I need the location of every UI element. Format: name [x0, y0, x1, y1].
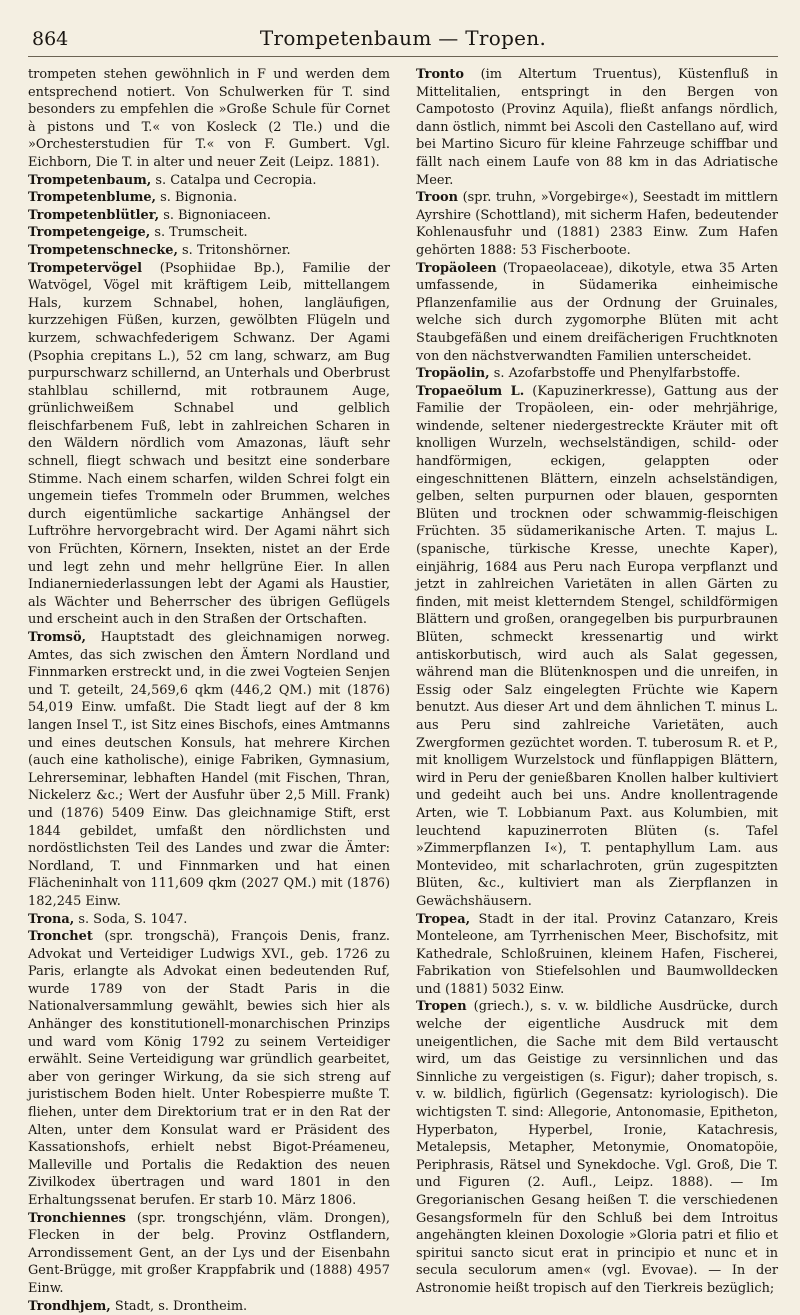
entry-text: (Psophiidae Bp.), Familie der Watvögel, Vögel mit kräftigem Leib, mittellangem Hals, kurzem Schnabel, hohen, langläufigen, kurzzehigen Füßen, kurzen, gewölbten Flügeln und kurzem, schwachfederigem Schwanz. Der Agami (Psophia crepitans L.), 52 cm lang, schwarz, am Bug purpurschwarz schillernd, an Unterhals und Oberbrust stahlblau schillernd, mit rotbraunem Auge, grünlichweißem Schnabel und gelblich fleischfarbenem Fuß, lebt in zahlreichen Scharen in den Wäldern nördlich vom Amazonas, läuft sehr schnell, fliegt schwach und besitzt eine sonderbare Stimme. Nach einem scharfen, wilden Schrei folgt ein ungemein tiefes Trommeln oder Brummen, welches durch eigentümliche sackartige Anhängsel der Luftröhre hervorgebracht wird. Der Agami nährt sich von Früchten, Körnern, Insekten, nistet an der Erde und legt zehn und mehr hellgrüne Eier. In allen Indianerniederlassungen lebt der Agami als Haustier, als Wächter und Beherrscher des übrigen Geflügels und erscheint auch in den Straßen der Ortschaften.: [28, 260, 390, 628]
dictionary-entry: [416, 365, 778, 383]
entry-headword: Trompetervögel: [28, 260, 143, 276]
entry-headword: Trompetengeige,: [28, 225, 151, 241]
dictionary-entry: [28, 928, 390, 1210]
entry-headword: Trompetenbaum,: [28, 172, 152, 188]
dictionary-entry: [416, 911, 778, 999]
entry-text: trompeten stehen gewöhnlich in F und werden dem entsprechend notiert. Von Schulwerken für T. sind besonders zu empfehlen die »Große Schule für Cornet à pistons und T.« von Kosleck (2 Tle.) und die »Orchesterstudien für T.« von F. Gumbert. Vgl. Eichborn, Die T. in alter und neuer Zeit (Leipz. 1881).: [28, 67, 390, 170]
dictionary-entry: [28, 1210, 390, 1298]
entry-text: s. Catalpa und Cecropia.: [151, 172, 317, 188]
entry-headword: Tropäoleen: [416, 260, 497, 276]
entry-text: s. Trumscheit.: [150, 225, 248, 241]
page-number: 864: [32, 28, 69, 50]
entry-text: (Kapuzinerkresse), Gattung aus der Familie der Tropäoleen, ein- oder mehrjährige, windende, seltener niedergestreckte Kräuter mit oft knolligen Wurzeln, wechselständigen, schild- oder handförmigen, eckigen, gelappten oder eingeschnittenen Blättern, einzeln achselständigen, gelben, selten purpurnen oder blauen, gespornten Blüten und trocknen oder schwammig-fleischigen Früchten. 35 südamerikanische Arten. T. majus L. (spanische, türkische Kresse, unechte Kaper), einjährig, 1684 aus Peru nach Europa verpflanzt und jetzt in zahlreichen Varietäten in allen Gärten zu finden, mit meist kletterndem Stengel, schildförmigen Blättern und großen, orangegelben bis purpurbraunen Blüten, schmeckt kressenartig und wirkt antiskorbutisch, wird auch als Salat gegessen, während man die Blütenknospen und die unreifen, in Essig oder Salz eingelegten Früchte wie Kapern benutzt. Aus dieser Art und dem ähnlichen T. minus L. aus Peru sind zahlreiche Varietäten, auch Zwergformen gezüchtet worden. T. tuberosum R. et P., mit knolligem Wurzelstock und fünflappigen Blättern, wird in Peru der genießbaren Knollen halber kultiviert und gedeiht auch bei uns. Andre knollentragende Arten, wie T. Lobbianum Paxt. aus Kolumbien, mit leuchtend kapuzinerroten Blüten (s. Tafel »Zimmerpflanzen I«), T. pentaphyllum Lam. aus Montevideo, mit scharlachroten, grün zugespitzten Blüten, &c., kultiviert man als Zierpflanzen in Gewächshäusern.: [416, 383, 778, 909]
entry-headword: Tromsö,: [28, 630, 87, 645]
entry-headword: Trompetenblütler,: [28, 207, 160, 223]
entry-text: Hauptstadt des gleichnamigen norweg. Amtes, das sich zwischen den Ämtern Nordland und Finnmarken erstreckt und, in die zwei Vogteien Senjen und T. geteilt, 24,569,6 qkm (446,2 QM.) mit (1876) 54,019 Einw. umfaßt. Die Stadt liegt auf der 8 km langen Insel T., ist Sitz eines Bischofs, eines Amtmanns und eines deutschen Konsuls, hat mehrere Kirchen (auch eine katholische), einige Fabriken, Gymnasium, Lehrerseminar, lebhaften Handel (mit Fischen, Thran, Nickelerz &c.; Wert der Ausfuhr über 2,5 Mill. Frank) und (1876) 5409 Einw. Das gleichnamige Stift, erst 1844 gebildet, umfaßt den nördlichsten und nordöstlichsten Teil des Landes und zwar die Ämter: Nordland, T. und Finnmarken und hat einen Flächeninhalt von 111,609 qkm (2027 QM.) mit (1876) 182,245 Einw.: [28, 630, 390, 909]
dictionary-entry: [416, 998, 778, 1297]
dictionary-entry: [28, 224, 390, 242]
entry-headword: Trona,: [28, 911, 75, 927]
running-head: Trompetenbaum — Tropen.: [259, 26, 547, 50]
entry-text: s. Tritonshörner.: [177, 242, 291, 258]
entry-text: (spr. trongschjénn, vläm. Drongen), Flecken in der belg. Provinz Ostflandern, Arrondissement Gent, an der Lys und der Eisenbahn Gent-Brügge, mit großer Krappfabrik und (1888) 4957 Einw.: [28, 1210, 390, 1296]
dictionary-entry: [416, 189, 778, 259]
entry-text: Stadt, s. Drontheim.: [110, 1298, 248, 1314]
entry-text: (Tropaeolaceae), dikotyle, etwa 35 Arten umfassende, in Südamerika einheimische Pflanzenfamilie aus der Ordnung der Gruinales, welche sich durch zygomorphe Blüten mit acht Staubgefäßen und einem dreifächerigen Fruchtknoten von den nächstverwandten Familien unterscheidet.: [416, 260, 778, 364]
dictionary-entry: [28, 911, 390, 929]
dictionary-entry: [28, 207, 390, 225]
dictionary-entry: [416, 66, 778, 189]
entry-text: (griech.), s. v. w. bildliche Ausdrücke, durch welche der eigentliche Ausdruck mit dem uneigentlichen, die Sache mit dem Bild vertauscht wird, um das Geistige zu versinnlichen und das Sinnliche zu vergeistigen (s. Figur); daher tropisch, s. v. w. bildlich, figürlich (Gegensatz: kyriologisch). Die wichtigsten T. sind: Allegorie, Antonomasie, Epitheton, Hyperbaton, Hyperbel, Ironie, Katachresis, Metalepsis, Metapher, Metonymie, Onomatopöie, Periphrasis, Rätsel und Synekdoche. Vgl. Groß, Die T. und Figuren (2. Aufl., Leipz. 1888). — Im Gregorianischen Gesang heißen T. die verschiedenen Gesangsformeln für den Schluß bei dem Introitus angehängten kleinen Doxologie »Gloria patri et filio et spiritui sancto sicut erat in principio et nunc et in secula seculorum amen« (vgl. Evovae). — In der Astronomie heißt tropisch auf den Tierkreis bezüglich;: [416, 999, 778, 1296]
left-column: [28, 66, 390, 1315]
dictionary-entry: [28, 260, 390, 629]
right-column: [416, 66, 778, 1298]
entry-headword: Tronchet: [28, 929, 93, 945]
dictionary-entry: [28, 189, 390, 207]
dictionary-entry: [28, 629, 390, 911]
text-columns: [28, 66, 778, 1314]
dictionary-entry: [28, 1298, 390, 1315]
entry-headword: Tronchiennes: [28, 1210, 126, 1226]
dictionary-entry: [416, 383, 778, 911]
entry-text: Stadt in der ital. Provinz Catanzaro, Kreis Monteleone, am Tyrrhenischen Meer, Bischofsitz, mit Kathedrale, Schloßruinen, kleinem Hafen, Fischerei, Fabrikation von Stiefelsohlen und Baumwolldecken und (1881) 5032 Einw.: [416, 911, 778, 997]
entry-headword: Tropen: [416, 999, 467, 1015]
dictionary-entry: [28, 66, 390, 172]
entry-text: s. Bignoniaceen.: [159, 207, 271, 223]
entry-text: (im Altertum Truentus), Küstenfluß in Mittelitalien, entspringt in den Bergen von Campotosto (Provinz Aquila), fließt anfangs nördlich, dann östlich, nimmt bei Ascoli den Castellano auf, wird bei Martino Sicuro für kleine Fahrzeuge schiffbar und fällt nach einem Laufe von 88 km in das Adriatische Meer.: [416, 67, 778, 188]
entry-headword: Tropea,: [416, 911, 471, 927]
entry-text: (spr. trongschä), François Denis, franz. Advokat und Verteidiger Ludwigs XVI., geb. 1726 zu Paris, erlangte als Advokat einen bedeutenden Ruf, wurde 1789 von der Stadt Paris in die Nationalversammlung gewählt, bewies sich hier als Anhänger des konstitutionell-monarchischen Prinzips und ward vom König 1792 zu seinem Verteidiger erwählt. Seine Verteidigung war gründlich gearbeitet, aber von geringer Wirkung, da sie sich streng auf juristischem Boden hielt. Unter Robespierre mußte T. fliehen, unter dem Direktorium trat er in den Rat der Alten, unter dem Konsulat ward er Präsident des Kassationshofs, erhielt nebst Bigot-Préameneu, Malleville und Portalis die Redaktion des neuen Zivilkodex übertragen und ward 1801 in den Erhaltungssenat berufen. Er starb 10. März 1806.: [28, 929, 390, 1208]
dictionary-entry: [28, 242, 390, 260]
entry-headword: Tronto: [416, 67, 464, 82]
entry-headword: Tropäolin,: [416, 366, 490, 382]
entry-headword: Trompetenschnecke,: [28, 242, 178, 258]
entry-text: s. Soda, S. 1047.: [74, 911, 188, 927]
page-header: [28, 22, 778, 57]
dictionary-entry: [28, 172, 390, 190]
entry-headword: Trompetenblume,: [28, 190, 157, 206]
entry-text: (spr. truhn, »Vorgebirge«), Seestadt im mittlern Ayrshire (Schottland), mit sicherm Hafen, bedeutender Kohlenausfuhr und (1881) 2383 Einw. Zum Hafen gehörten 1888: 53 Fischerboote.: [416, 190, 778, 258]
dictionary-page: [28, 22, 778, 1314]
entry-text: s. Bignonia.: [156, 190, 238, 206]
entry-text: s. Azofarbstoffe und Phenylfarbstoffe.: [489, 366, 741, 382]
entry-headword: Trondhjem,: [28, 1298, 111, 1314]
entry-headword: Troon: [416, 190, 459, 206]
entry-headword: Tropaeŏlum L.: [416, 383, 525, 399]
dictionary-entry: [416, 260, 778, 366]
